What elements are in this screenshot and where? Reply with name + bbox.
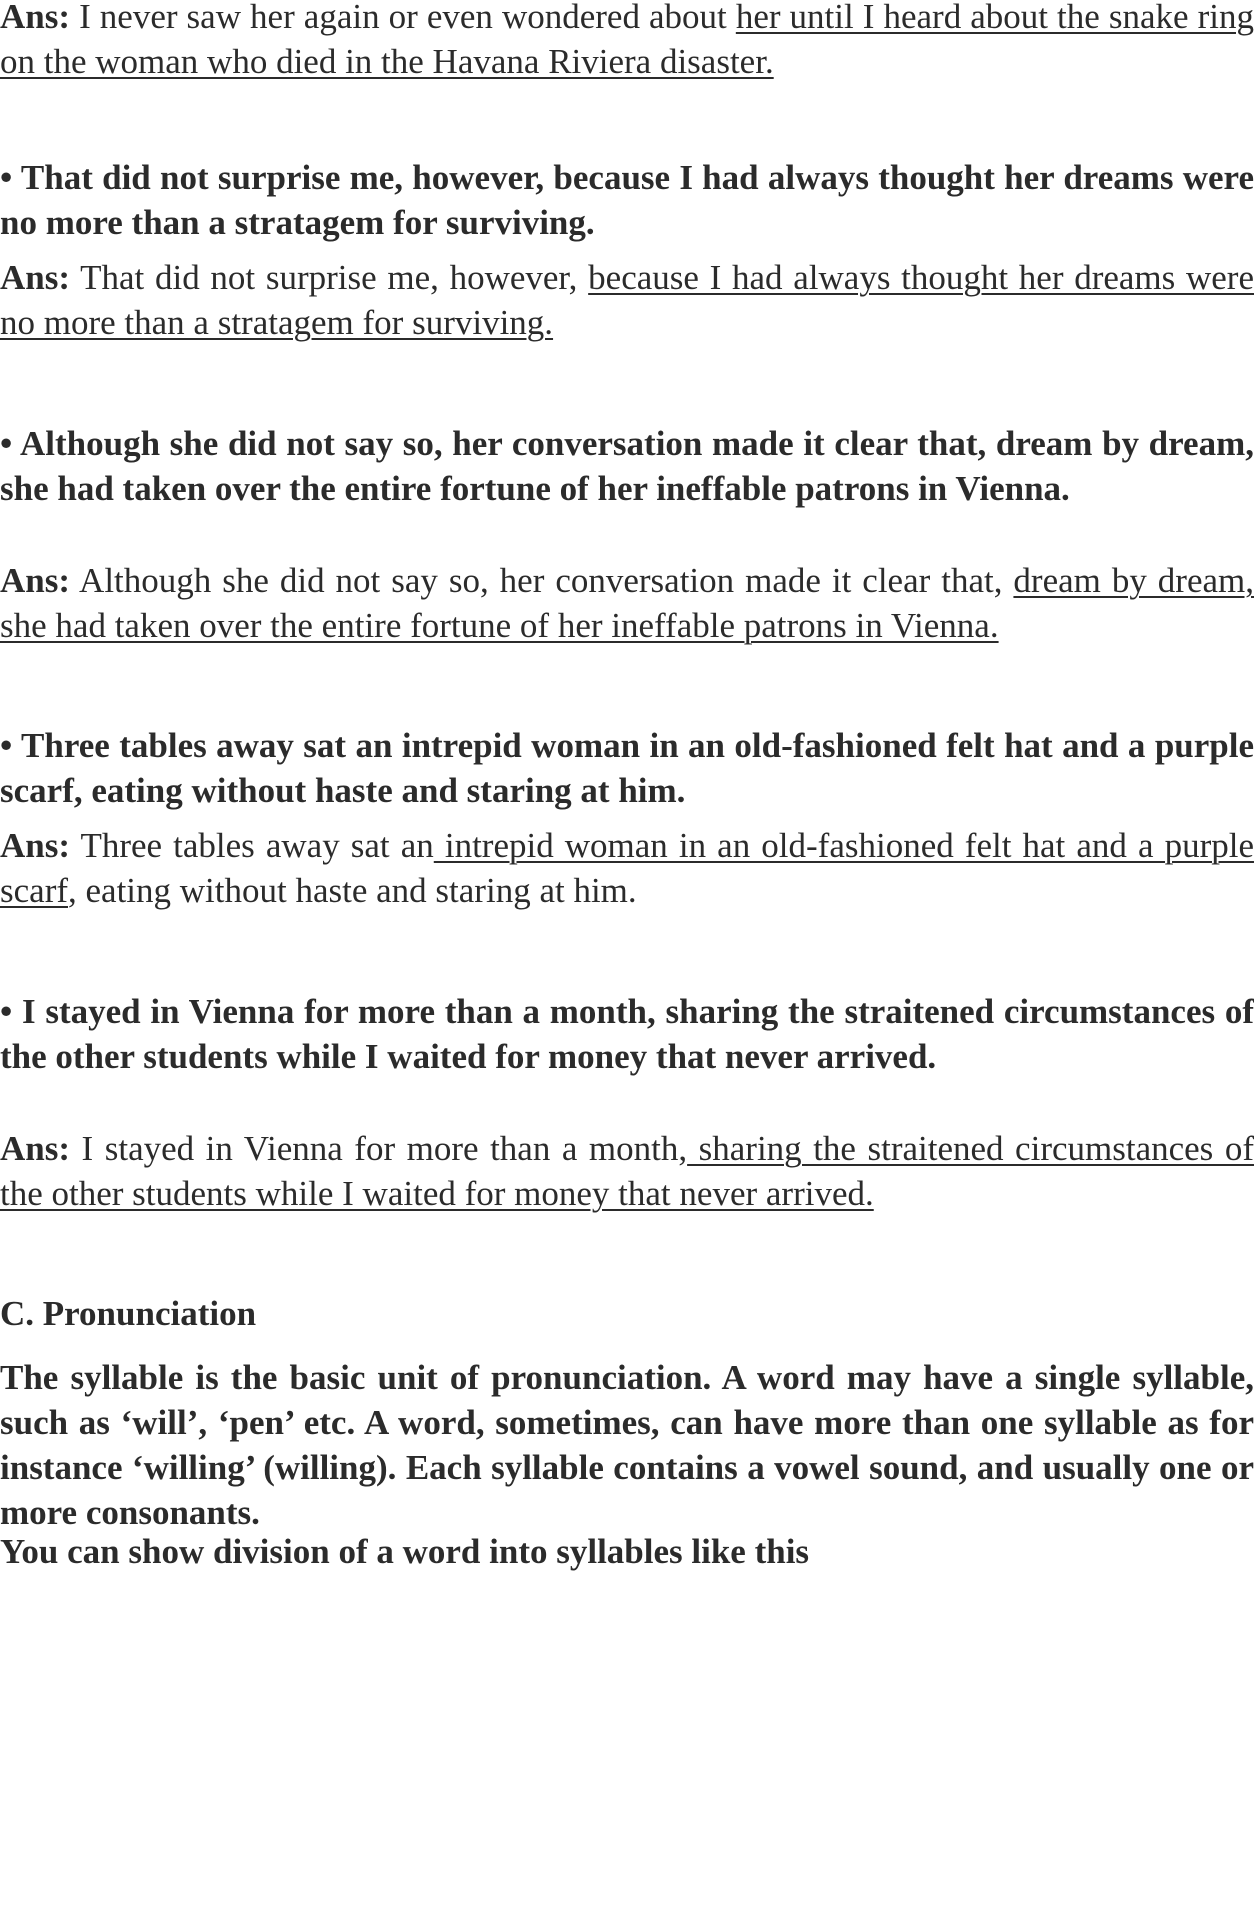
answer-paragraph	[0, 0, 1254, 84]
answer-text: That did not surprise me, however,	[70, 258, 589, 297]
bullet: •	[0, 992, 13, 1031]
question-paragraph	[0, 989, 1254, 1079]
answer-text: Three tables away sat an	[70, 826, 434, 865]
answer-text: Although she did not say so, her conversation made it clear that,	[70, 561, 1014, 600]
answer-underlined-text: because I had always thought her dreams were no more than a stratagem for surviving.	[0, 258, 1254, 342]
answer-paragraph	[0, 1126, 1254, 1216]
answer-label: Ans:	[0, 561, 71, 600]
bullet: •	[0, 424, 13, 463]
question-paragraph	[0, 155, 1254, 245]
answer-label: Ans:	[0, 258, 71, 297]
pronunciation-paragraph: The syllable is the basic unit of pronunciation. A word may have a single syllable, such as ‘will’, ‘pen’ etc. A word, sometimes, can have more than one syllable as for instance ‘willing’ (willing). Each syllable contains a vowel sound, and usually one or more consonants.	[0, 1358, 1254, 1532]
answer-paragraph	[0, 558, 1254, 648]
answer-paragraph	[0, 255, 1254, 345]
answer-underlined-text: dream by dream, she had taken over the entire fortune of her ineffable patrons in Vienna.	[0, 561, 1254, 645]
question-paragraph	[0, 723, 1254, 813]
question-text: Although she did not say so, her conversation made it clear that, dream by dream, she had taken over the entire fortune of her ineffable patrons in Vienna.	[0, 424, 1254, 508]
answer-underlined-text: intrepid woman in an old-fashioned felt hat and a purple scarf	[0, 826, 1254, 910]
closing-line: You can show division of a word into syllables like this	[0, 1532, 810, 1571]
question-text: Three tables away sat an intrepid woman in an old-fashioned felt hat and a purple scarf, eating without haste and staring at him.	[0, 726, 1254, 810]
answer-text: I stayed in Vienna for more than a month,	[70, 1129, 688, 1168]
answer-label: Ans:	[0, 1129, 71, 1168]
answer-text: I never saw her again or even wondered about	[70, 0, 736, 36]
answer-label: Ans:	[0, 0, 71, 36]
answer-text-after: , eating without haste and staring at him.	[68, 871, 637, 910]
answer-paragraph	[0, 823, 1254, 913]
bullet: •	[0, 158, 13, 197]
question-paragraph	[0, 421, 1254, 511]
question-text: I stayed in Vienna for more than a month, sharing the straitened circumstances of the other students while I waited for money that never arrived.	[0, 992, 1254, 1076]
answer-underlined-text: sharing the straitened circumstances of the other students while I waited for money that never arrived.	[0, 1129, 1254, 1213]
question-text: That did not surprise me, however, because I had always thought her dreams were no more than a stratagem for surviving.	[0, 158, 1254, 242]
answer-label: Ans:	[0, 826, 71, 865]
answer-underlined-text: her until I heard about the snake ring on the woman who died in the Havana Riviera disaster.	[0, 0, 1254, 81]
section-heading: C. Pronunciation	[0, 1294, 257, 1333]
bullet: •	[0, 726, 13, 765]
